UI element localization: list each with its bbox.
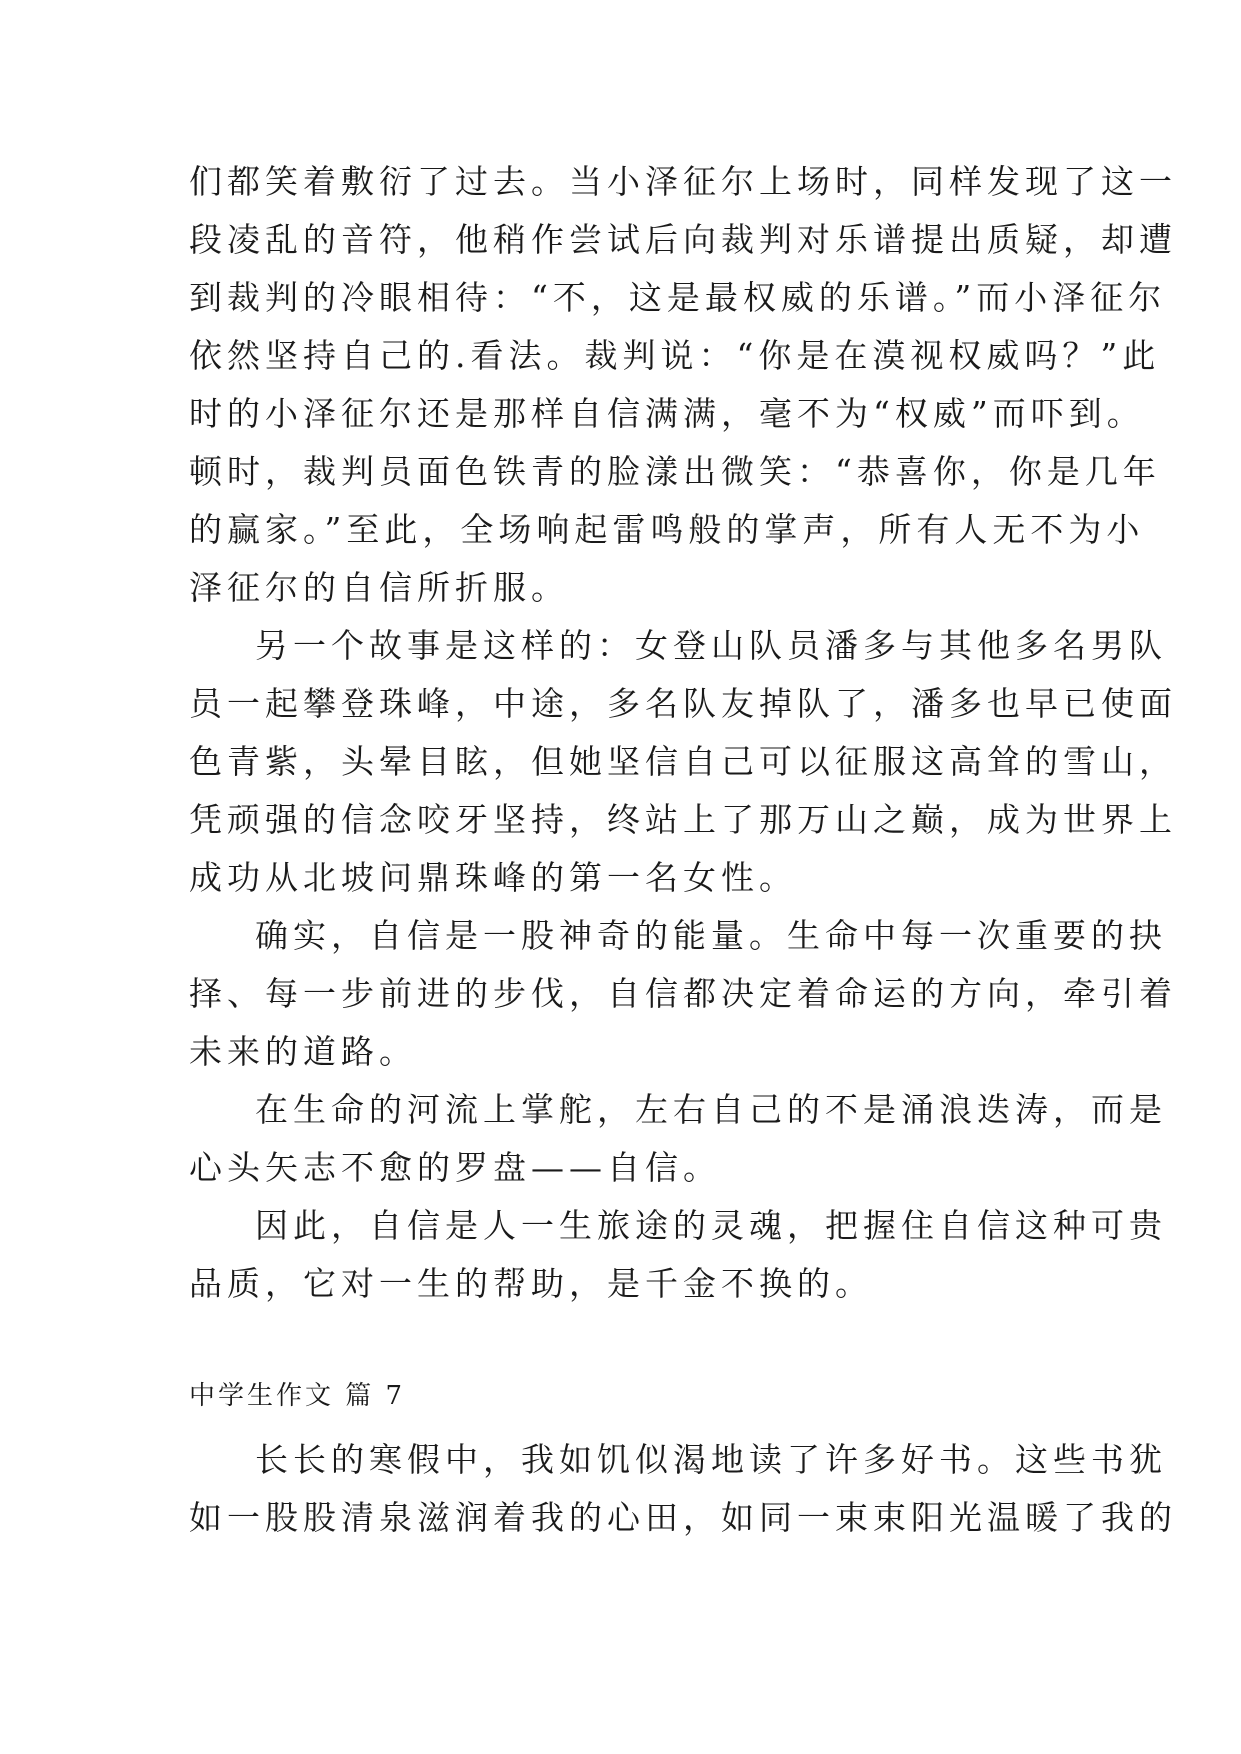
body-line: 依然坚持自己的.看法。裁判说：“你是在漠视权威吗？”此 (189, 336, 1161, 375)
paragraph-first-line: 长长的寒假中，我如饥似渴地读了许多好书。这些书犹 (255, 1440, 1167, 1479)
paragraph-first-line: 在生命的河流上掌舵，左右自己的不是涌浪迭涛，而是 (255, 1090, 1167, 1129)
body-line: 们都笑着敷衍了过去。当小泽征尔上场时，同样发现了这一 (189, 162, 1177, 201)
body-line: 未来的道路。 (189, 1032, 417, 1071)
body-line: 凭顽强的信念咬牙坚持，终站上了那万山之巅，成为世界上 (189, 800, 1177, 839)
body-line: 品质，它对一生的帮助，是千金不换的。 (189, 1264, 873, 1303)
body-line: 员一起攀登珠峰，中途，多名队友掉队了，潘多也早已使面 (189, 684, 1177, 723)
paragraph-first-line: 因此，自信是人一生旅途的灵魂，把握住自信这种可贵 (255, 1206, 1167, 1245)
body-line: 成功从北坡问鼎珠峰的第一名女性。 (189, 858, 797, 897)
body-line: 色青紫，头晕目眩，但她坚信自己可以征服这高耸的雪山， (189, 742, 1177, 781)
body-line: 择、每一步前进的步伐，自信都决定着命运的方向，牵引着 (189, 974, 1177, 1013)
body-line: 如一股股清泉滋润着我的心田，如同一束束阳光温暖了我的 (189, 1498, 1177, 1537)
body-line: 时的小泽征尔还是那样自信满满，毫不为“权威”而吓到。 (189, 394, 1145, 433)
body-line: 到裁判的冷眼相待：“不，这是最权威的乐谱。”而小泽征尔 (189, 278, 1167, 317)
paragraph-first-line: 另一个故事是这样的：女登山队员潘多与其他多名男队 (255, 626, 1167, 665)
body-line: 顿时，裁判员面色铁青的脸漾出微笑：“恭喜你，你是几年 (189, 452, 1161, 491)
body-line: 段凌乱的音符，他稍作尝试后向裁判对乐谱提出质疑，却遭 (189, 220, 1177, 259)
body-line: 的赢家。”至此，全场响起雷鸣般的掌声，所有人无不为小 (189, 510, 1145, 549)
section-heading: 中学生作文 篇 7 (189, 1381, 406, 1411)
body-line: 泽征尔的自信所折服。 (189, 568, 569, 607)
paragraph-first-line: 确实，自信是一股神奇的能量。生命中每一次重要的抉 (255, 916, 1167, 955)
body-line: 心头矢志不愈的罗盘——自信。 (189, 1148, 721, 1187)
